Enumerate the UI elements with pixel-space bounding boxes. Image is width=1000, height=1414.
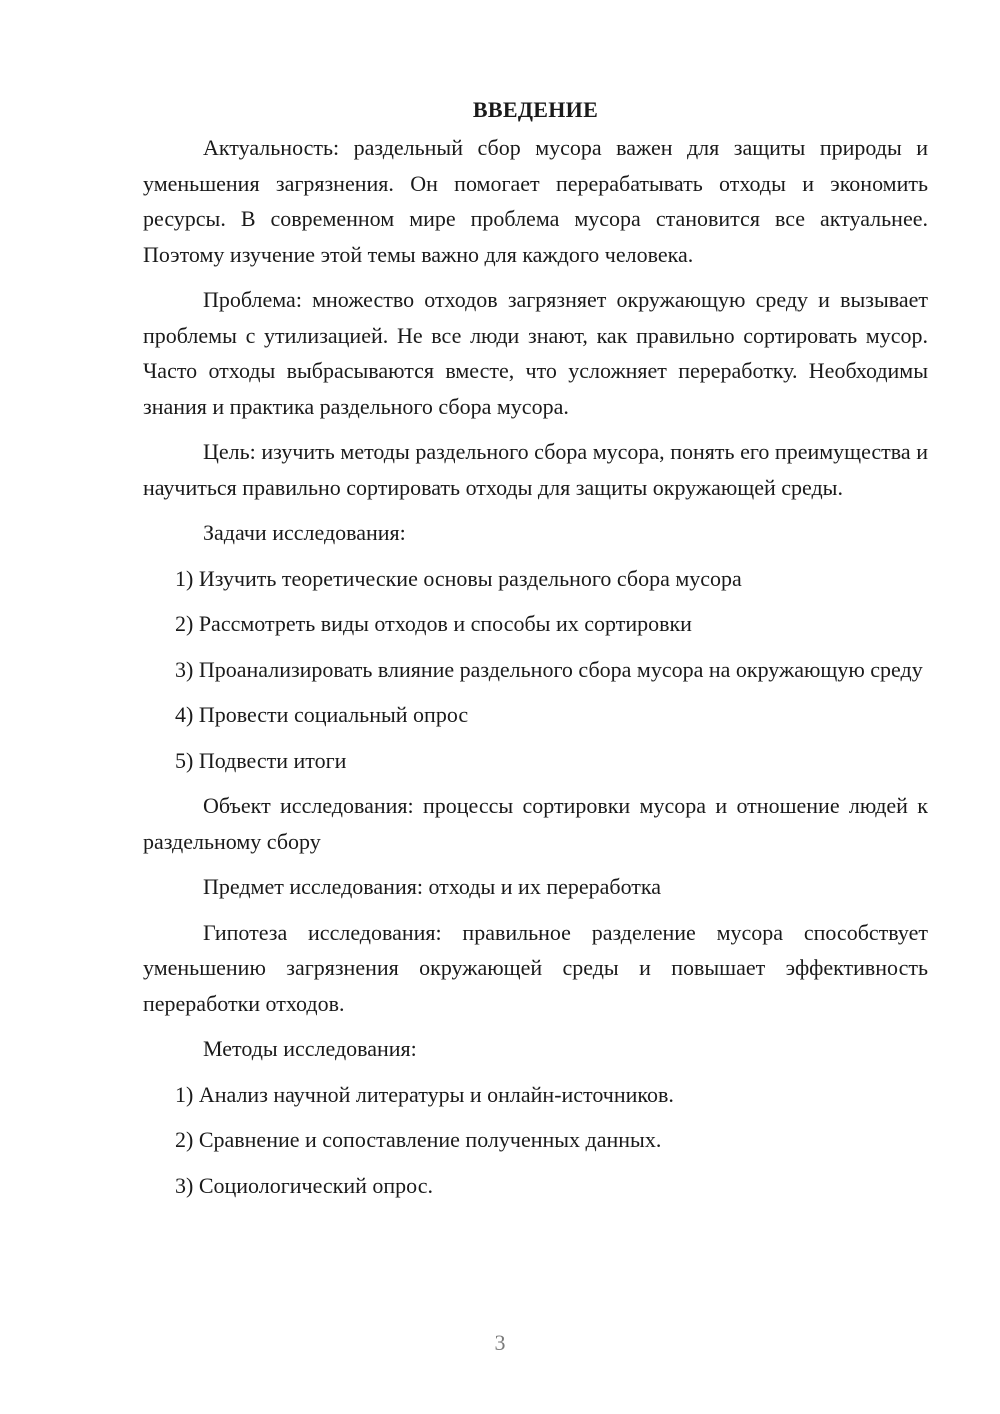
hypothesis-paragraph: Гипотеза исследования: правильное разделение мусора способствует уменьшению загрязнения окружающей среды и повышает эффективность переработки отходов. [143, 919, 928, 1016]
document-title: ВВЕДЕНИЕ [472, 97, 599, 122]
task-item: 5) Подвести итоги [175, 747, 347, 773]
method-item: 1) Анализ научной литературы и онлайн-источников. [175, 1081, 674, 1107]
task-item: 2) Рассмотреть виды отходов и способы их сортировки [175, 611, 692, 636]
problem-paragraph: Проблема: множество отходов загрязняет окружающую среду и вызывает проблемы с утилизацией. Не все люди знают, как правильно сортировать мусор. Часто отходы выбрасываются вместе, что усложняет переработку. Необходимы знания и практика раздельного сбора мусора. [143, 287, 928, 419]
goal-paragraph: Цель: изучить методы раздельного сбора мусора, понять его преимущества и научиться правильно сортировать отходы для защиты окружающей среды. [143, 439, 928, 500]
task-item: 1) Изучить теоретические основы раздельного сбора мусора [175, 565, 742, 591]
tasks-heading: Задачи исследования: [203, 520, 406, 545]
object-paragraph: Объект исследования: процессы сортировки мусора и отношение людей к раздельному сбору [143, 793, 928, 854]
methods-heading: Методы исследования: [203, 1036, 417, 1061]
relevance-paragraph: Актуальность: раздельный сбор мусора важен для защиты природы и уменьшения загрязнения. Он помогает перерабатывать отходы и экономить ресурсы. В современном мире проблема мусора становится все актуальнее. Поэтому изучение этой темы важно для каждого человека. [143, 135, 928, 267]
page-number: 3 [494, 1330, 506, 1355]
method-item: 3) Социологический опрос. [175, 1172, 433, 1198]
task-item: 3) Проанализировать влияние раздельного сбора мусора на окружающую среду [175, 656, 923, 682]
task-item: 4) Провести социальный опрос [175, 702, 469, 727]
subject-paragraph: Предмет исследования: отходы и их переработка [203, 874, 662, 899]
method-item: 2) Сравнение и сопоставление полученных данных. [175, 1127, 662, 1152]
document-page [143, 92, 928, 1213]
